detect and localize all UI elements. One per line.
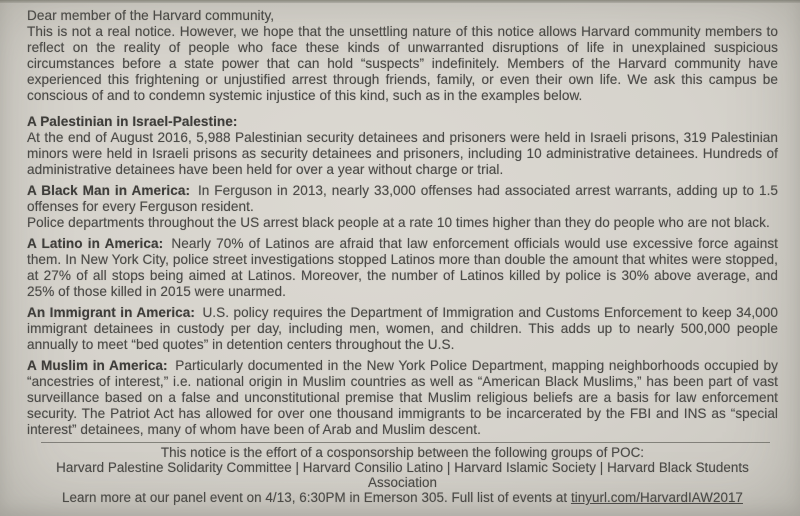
section-black-man [27,183,778,231]
section-body-black-man-2: Police departments throughout the US arrest black people at a rate 10 times higher than they do people who are not black. [27,215,770,230]
section-body-muslim: Particularly documented in the New York Police Department, mapping neighborhoods occupied by “ancestries of interest,” i.e. national origin in Muslim countries as well as “American Black Muslims,” has been part of vast surveillance based on a false and unconstitutional premise that Muslim religious beliefs are a basis for law enforcement security. The Patriot Act has allowed for over one thousand immigrants to be incarcerated by the FBI and INS as “special interest” detainees, many of whom have been of Arab and Muslim descent. [27,358,778,437]
section-muslim [27,358,778,438]
section-heading-palestinian: A Palestinian in Israel-Palestine: [27,114,238,129]
section-heading-black-man: A Black Man in America: [27,183,191,198]
section-immigrant [27,305,778,353]
groups-line: Harvard Palestine Solidarity Committee | Harvard Consilio Latino | Harvard Islamic Society | Harvard Black Students Association [56,460,749,490]
section-body-immigrant: U.S. policy requires the Department of Immigration and Customs Enforcement to keep 34,000 immigrant detainees in custody per day, including men, women, and children. This adds up to nearly 500,000 people annually to meet “bed quotes” in detention centers throughout the U.S. [27,305,778,352]
events-url-link[interactable]: tinyurl.com/HarvardIAW2017 [570,490,743,505]
events-line [27,490,778,505]
footer-divider [41,442,770,443]
section-latino [27,236,778,300]
cosponsorship-line: This notice is the effort of a cosponsorship between the following groups of POC: [160,445,645,460]
section-heading-immigrant: An Immigrant in America: [27,305,195,320]
footer [27,442,778,505]
salutation: Dear member of the Harvard community, [27,8,275,23]
section-heading-muslim: A Muslim in America: [27,358,168,373]
section-palestinian [27,114,778,178]
section-body-latino: Nearly 70% of Latinos are afraid that law enforcement officials would use excessive force against them. In New York City, police street investigations stopped Latinos more than double the amount that whites were stopped, at 27% of all stops being aimed at Latinos. Moreover, the number of Latinos killed by police is 30% above average, and 25% of those killed in 2015 were unarmed. [27,236,779,299]
section-heading-latino: A Latino in America: [27,236,164,251]
section-body-palestinian: At the end of August 2016, 5,988 Palestinian security detainees and prisoners were held in Israeli prisons, 319 Palestinian minors were held in Israeli prisons as security detainees and prisoners, including 10 administrative detainees. Hundreds of administrative detainees have been held for over a year without charge or trial. [27,130,778,177]
events-text: Learn more at our panel event on 4/13, 6:30PM in Emerson 305. Full list of events at [62,490,571,505]
intro-paragraph: This is not a real notice. However, we hope that the unsettling nature of this notice allows Harvard community members to reflect on the reality of people who face these kinds of unwarranted disruptions of life in unexplained suspicious circumstances before a state power that can hold “suspects” indefinitely. Members of the Harvard community have experienced this frightening or unjustified arrest through friends, family, or even their own life. We ask this campus be conscious of and to condemn systemic injustice of this kind, such as in the examples below. [27,24,778,103]
section-body-black-man: In Ferguson in 2013, nearly 33,000 offenses had associated arrest warrants, adding up to 1.5 offenses for every Ferguson resident. [27,183,778,214]
